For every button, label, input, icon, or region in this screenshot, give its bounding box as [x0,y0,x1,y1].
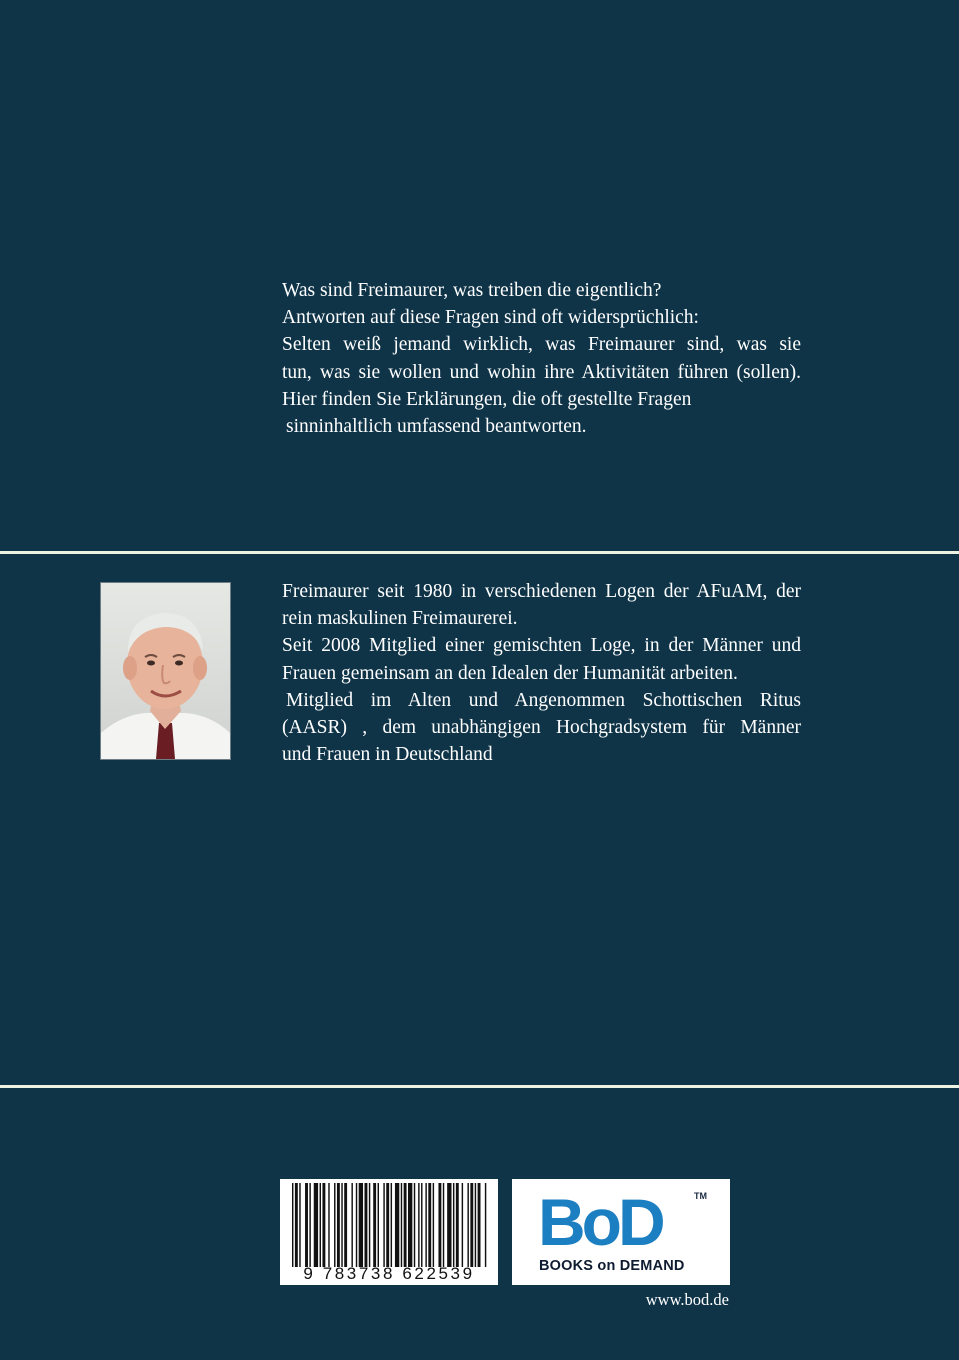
bio-line: Frauen gemeinsam an den Idealen der Humanität arbeiten. [282,662,738,684]
barcode-bar [478,1183,481,1267]
barcode-bar [373,1183,376,1267]
barcode-bar [292,1183,293,1267]
publisher-logo [512,1179,730,1285]
barcode-bar [305,1183,308,1267]
barcode-bar [320,1183,321,1267]
barcode-bar [438,1183,441,1267]
barcode-bar [391,1183,392,1267]
blurb-line: Was sind Freimaurer, was treiben die eigentlich? [282,280,662,301]
author-bio [282,578,801,768]
barcode-bars [280,1183,498,1267]
barcode-bar [395,1183,399,1267]
barcode-bar [386,1183,389,1267]
barcode-bar [322,1183,325,1267]
back-cover-blurb [282,277,801,440]
blurb-line: Antworten auf diese Fragen sind oft widersprüchlich: [282,307,699,329]
bod-tagline: BOOKS on DEMAND [539,1258,685,1274]
barcode-bar [351,1183,352,1267]
barcode-bar [299,1183,300,1267]
isbn-number: 9 783738 622539 [303,1264,475,1283]
trademark-symbol: TM [694,1191,707,1201]
barcode-bar [447,1183,451,1267]
barcode-bar [344,1183,347,1267]
barcode-bar [467,1183,468,1267]
barcode-bar [418,1183,419,1267]
blurb-line: Selten weiß jemand wirklich, was Freimaurer sind, was sie [282,334,801,356]
isbn-barcode [280,1179,498,1285]
barcode-bar [383,1183,384,1267]
bio-line: Seit 2008 Mitglied einer gemischten Loge, in der Männer und [282,635,801,657]
barcode-bar [462,1183,463,1267]
barcode-bar [485,1183,486,1267]
publisher-website: www.bod.de [645,1290,729,1309]
barcode-bar [404,1183,407,1267]
blurb-line: tun, was sie wollen und wohin ihre Aktivitäten führen (sollen). [282,361,801,383]
barcode-bar [401,1183,402,1267]
barcode-bar [295,1183,298,1267]
bod-logo-mark: BoD [538,1185,662,1259]
barcode-bar [314,1183,318,1267]
barcode-bar [309,1183,310,1267]
barcode-bar [369,1183,370,1267]
barcode-bar [425,1183,426,1267]
barcode-bar [421,1183,422,1267]
blurb-line: Hier finden Sie Erklärungen, die oft gestellte Fragen [282,388,692,410]
divider-bottom [0,1085,959,1088]
author-portrait-illustration [101,583,230,759]
bio-line: und Frauen in Deutschland [282,744,493,766]
bio-line: Mitglied im Alten und Angenommen Schottischen Ritus [286,689,801,711]
bio-line: Freimaurer seit 1980 in verschiedenen Logen der AFuAM, der [282,581,801,602]
barcode-bar [428,1183,431,1267]
barcode-bar [378,1183,379,1267]
barcode-bar [475,1183,476,1267]
barcode-bar [334,1183,335,1267]
barcode-bar [328,1183,329,1267]
bio-line: (AASR) , dem unabhängigen Hochgradsystem für Männer [282,717,801,739]
barcode-bar [456,1183,459,1267]
barcode-bar [443,1183,444,1267]
barcode-bar [408,1183,412,1267]
barcode-bar [341,1183,342,1267]
barcode-bar [359,1183,363,1267]
barcode-bar [365,1183,368,1267]
barcode-bar [356,1183,357,1267]
barcode-bar [470,1183,473,1267]
bio-line: rein maskulinen Freimaurerei. [282,608,518,630]
barcode-bar [337,1183,340,1267]
author-photo [100,582,231,760]
barcode-bar [433,1183,434,1267]
barcode-bar [414,1183,415,1267]
barcode-bar [453,1183,454,1267]
divider-top [0,551,959,554]
blurb-line: sinninhaltlich umfassend beantworten. [286,416,587,438]
